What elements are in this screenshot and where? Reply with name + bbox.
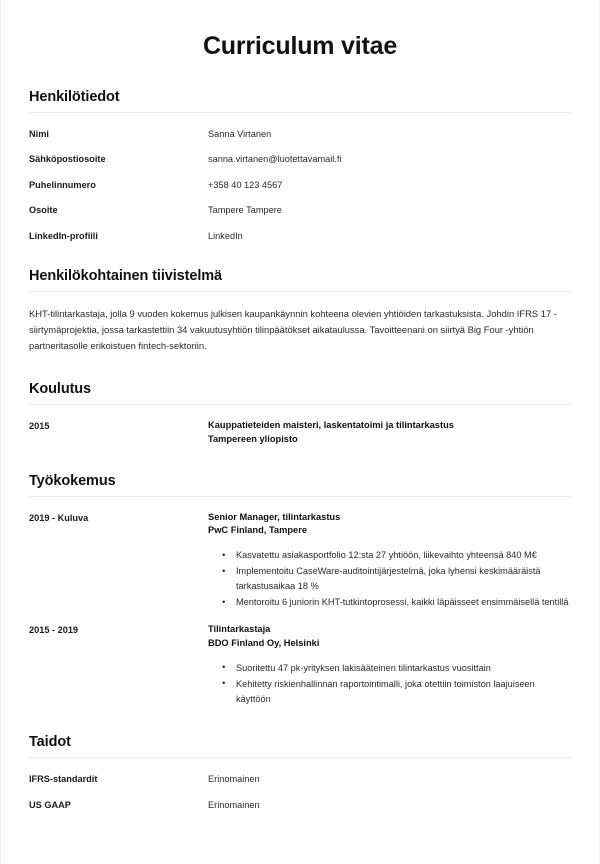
- page-title: Curriculum vitae: [202, 32, 398, 60]
- section-work-experience: [29, 473, 571, 708]
- skill-level: Erinomainen: [208, 800, 260, 811]
- detail-label: LinkedIn-profiili: [29, 230, 98, 241]
- experience-bullet: • Suoritettu 47 pk-yrityksen lakisääteinen tilintarkastus vuosittain: [208, 661, 571, 676]
- detail-row: [29, 229, 571, 242]
- detail-value: Sanna Virtanen: [208, 129, 272, 139]
- experience-employer: BDO Finland Oy, Helsinki: [208, 637, 320, 648]
- skill-row: [29, 772, 571, 785]
- section-divider: [29, 496, 571, 497]
- education-institution: Tampereen yliopisto: [208, 433, 298, 444]
- detail-label: Nimi: [29, 129, 49, 139]
- experience-job-title: Senior Manager, tilintarkastus: [208, 511, 341, 522]
- section-skills: [29, 734, 571, 812]
- detail-row: [29, 127, 571, 140]
- section-divider: [29, 291, 571, 292]
- section-heading-education: Koulutus: [29, 380, 92, 397]
- detail-value-address: Tampere Tampere: [208, 205, 282, 216]
- section-heading-personal-details: Henkilötiedot: [29, 89, 120, 105]
- experience-period: 2019 - Kuluva: [29, 512, 89, 523]
- section-personal-details: [29, 89, 571, 242]
- experience-entry: [29, 623, 571, 708]
- section-heading-summary: Henkilökohtainen tiivistelmä: [29, 268, 222, 285]
- experience-entry-body: [208, 623, 571, 708]
- section-heading-skills: Taidot: [29, 733, 71, 750]
- skill-label: US GAAP: [29, 800, 71, 811]
- detail-value-linkedin: LinkedIn: [208, 230, 243, 241]
- education-period: 2015: [29, 420, 50, 431]
- education-entry-body: [208, 419, 571, 447]
- detail-label: Puhelinnumero: [29, 179, 96, 190]
- section-divider: [29, 404, 571, 405]
- experience-period: 2015 - 2019: [29, 625, 79, 635]
- section-personal-summary: [29, 268, 571, 355]
- education-degree: Kauppatieteiden maisteri, laskentatoimi ja tilintarkastus: [208, 419, 454, 430]
- section-heading-experience: Työkokemus: [29, 472, 116, 489]
- detail-label: Osoite: [29, 205, 58, 216]
- detail-row: [29, 178, 571, 191]
- section-divider: [29, 112, 571, 113]
- skill-level: Erinomainen: [208, 773, 260, 784]
- section-divider: [29, 757, 571, 758]
- experience-employer: PwC Finland, Tampere: [208, 525, 308, 536]
- experience-entry-body: [208, 511, 571, 612]
- experience-bullet: • Kasvatettu asiakasportfolio 12:sta 27 yhtiöön, liikevaihto yhteensä 840 M€: [208, 548, 571, 563]
- education-entry: [29, 419, 571, 447]
- experience-bullet: • Implementoitu CaseWare-auditointijärjestelmä, joka lyhensi keskimääräistä tarkastusaikaa 18 %: [208, 564, 571, 594]
- detail-row: [29, 152, 571, 165]
- experience-entry: [29, 511, 571, 612]
- summary-paragraph: KHT-tilintarkastaja, jolla 9 vuoden kokemus julkisen kaupankäynnin kohteena olevien yhtiöiden tarkastuksista. Johdin IFRS 17 -siirtymäprojektia, jossa tarkastettiin 34 vakuutusyhtiön tilinpäätökset aikataulussa. Tavoitteenani on siirtyä Big Four -yhtiön partneritasolle erikoistuen fintech-sektoriin.: [29, 308, 557, 352]
- experience-bullet-list: [208, 548, 571, 610]
- detail-value-email: sanna.virtanen@luotettavamail.fi: [208, 154, 342, 165]
- detail-row: [29, 203, 571, 216]
- experience-bullet: • Mentoroitu 6 juniorin KHT-tutkintoprosessi, kaikki läpäisseet ensimmäisellä tentillä: [208, 595, 571, 610]
- experience-job-title: Tilintarkastaja: [208, 624, 271, 634]
- detail-value-phone: +358 40 123 4567: [208, 179, 283, 190]
- experience-bullet-list: [208, 661, 571, 707]
- section-education: [29, 381, 571, 447]
- detail-label: Sähköpostiosoite: [29, 154, 106, 165]
- experience-bullet: • Kehitetty riskienhallinnan raportointimalli, joka otettiin toimiston laajuiseen käyttöön: [208, 677, 571, 707]
- skill-label: IFRS-standardit: [29, 773, 98, 784]
- skill-row: [29, 798, 571, 811]
